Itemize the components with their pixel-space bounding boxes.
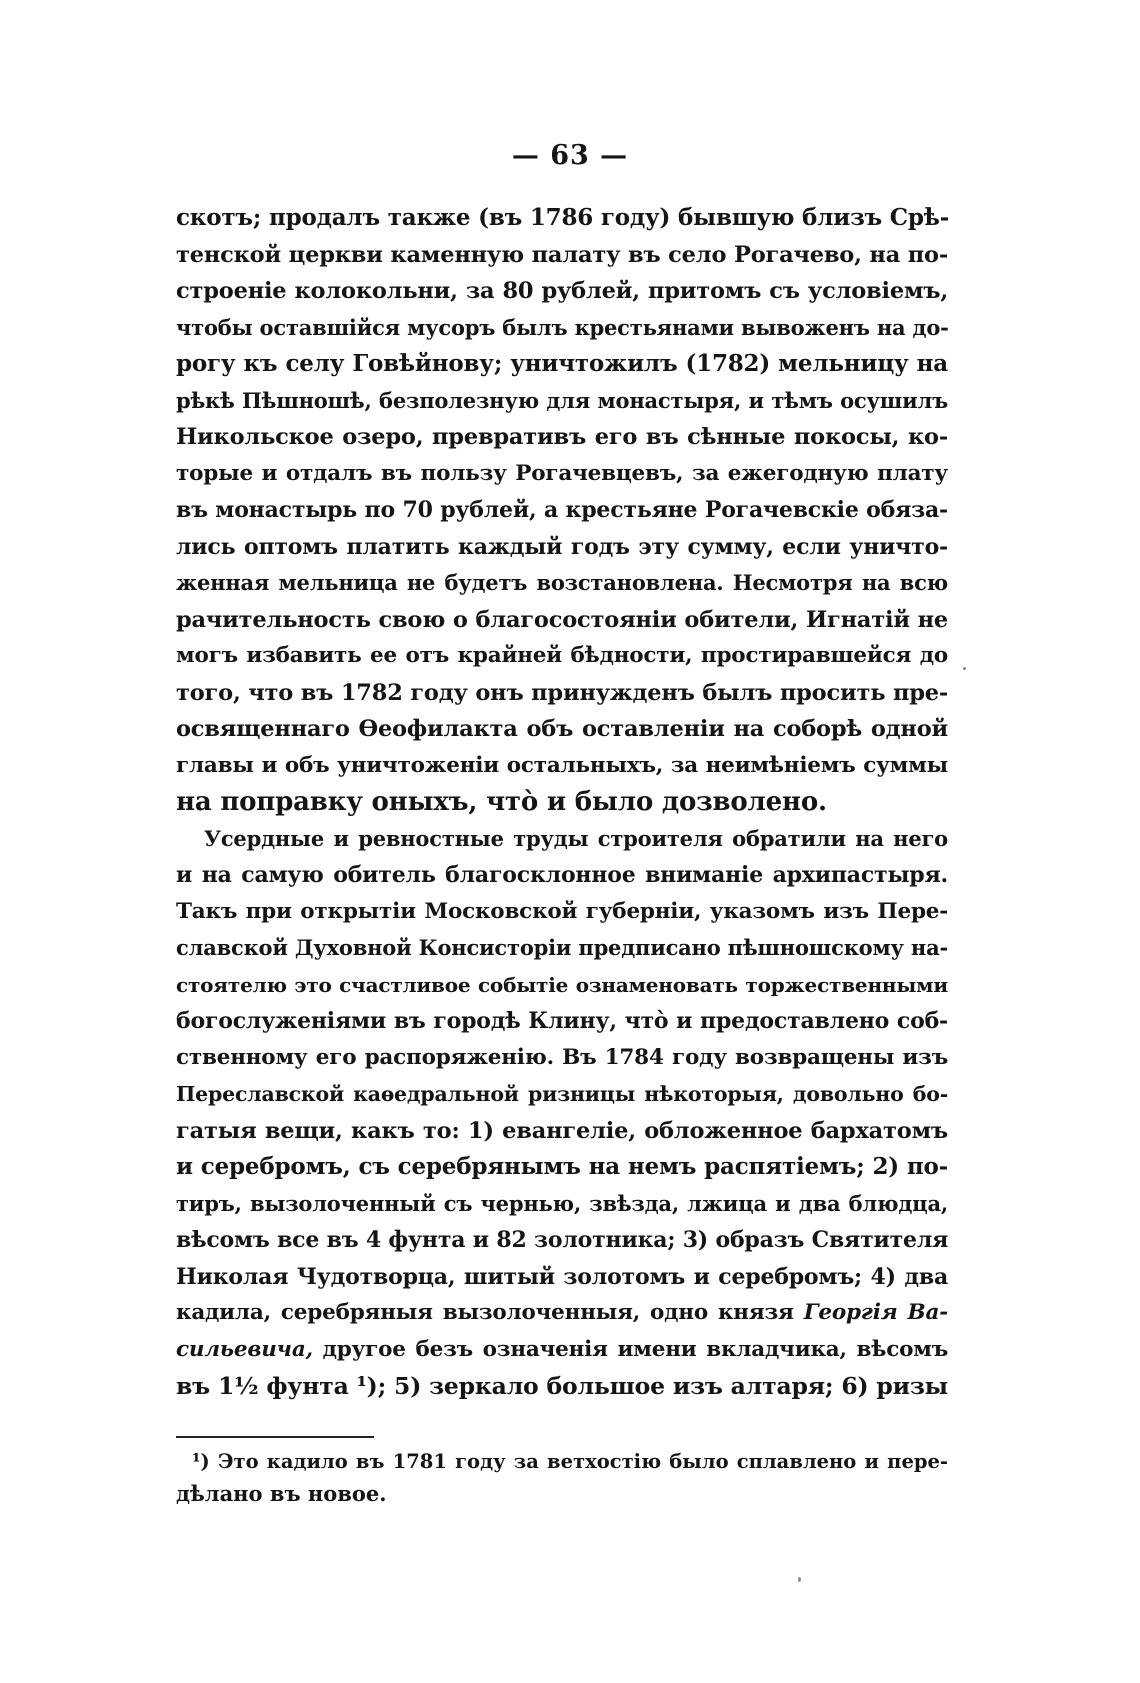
text-line: рогу къ селу Говѣйнову; уничтожилъ (1782) мельницу на — [176, 350, 948, 377]
text-line: освященнаго Ѳеофилакта объ оставленіи на соборѣ одной — [176, 716, 948, 742]
text-line: скотъ; продалъ также (въ 1786 году) бывшую близъ Срѣ- — [176, 204, 950, 231]
text-line: въ 1½ фунта ¹); 5) зеркало большое изъ алтаря; 6) ризы — [176, 1372, 948, 1400]
paper-speck — [963, 667, 966, 670]
text-line: ственному его распоряженію. Въ 1784 году возвращены изъ — [176, 1044, 948, 1070]
text-line: могъ избавить ее отъ крайней бѣдности, простиравшейся до — [176, 643, 948, 668]
text-line: тиръ, вызолоченный съ чернью, звѣзда, лжица и два блюдца, — [176, 1190, 948, 1216]
text-line: и на самую обитель благосклонное вниманіе архипастыря. — [176, 862, 948, 888]
main-text — [176, 200, 948, 1405]
italic-name: Георгія Ва- — [803, 1300, 948, 1325]
text-line — [176, 1295, 948, 1332]
text-line: Николая Чудотворца, шитый золотомъ и серебромъ; 4) два — [176, 1263, 948, 1290]
text-line: главы и объ уничтоженіи остальныхъ, за неимѣніемъ суммы — [176, 752, 948, 778]
text-line: Переславской каѳедральной ризницы нѣкоторыя, довольно бо- — [176, 1082, 948, 1106]
text-line: на поправку оныхъ, что̀ и было дозволено. — [176, 787, 827, 817]
text-line: вѣсомъ все въ 4 фунта и 82 золотника; 3) образъ Святителя — [176, 1227, 949, 1253]
text-line: стоятелю это счастливое событіе ознаменовать торжественными — [176, 972, 948, 997]
text-line: того, что въ 1782 году онъ принужденъ былъ просить пре- — [176, 679, 948, 706]
text-line: строеніе колокольни, за 80 рублей, притомъ съ условіемъ, — [176, 278, 948, 304]
text-segment: другое безъ означенія имени вкладчика, вѣсомъ — [322, 1336, 948, 1362]
text-line: рачительность свою о благосостояніи обители, Игнатій не — [176, 606, 948, 633]
text-line: торые и отдалъ въ пользу Рогачевцевъ, за ежегодную плату — [176, 460, 948, 486]
text-line: чтобы оставшійся мусоръ былъ крестьянами вывоженъ на до- — [176, 314, 949, 340]
text-line: тенской церкви каменную палату въ село Рогачево, на по- — [176, 241, 948, 268]
footnote-line: дѣлано въ новое. — [176, 1481, 387, 1506]
italic-name: сильевича, — [176, 1336, 313, 1362]
footnote-line: ¹) Это кадило въ 1781 году за ветхостію было сплавлено и пере- — [192, 1450, 948, 1473]
text-line: рѣкѣ Пѣшношѣ, безполезную для монастыря, и тѣмъ осушилъ — [176, 387, 948, 413]
text-line: гатыя вещи, какъ то: 1) евангеліе, обложенное бархатомъ — [176, 1117, 948, 1144]
text-segment: кадила, серебряныя вызолоченныя, одно князя — [176, 1300, 794, 1325]
text-line — [176, 1332, 948, 1369]
text-line: славской Духовной Консисторіи предписано пѣшношскому на- — [176, 935, 948, 960]
text-line: Такъ при открытіи Московской губерніи, указомъ изъ Пере- — [176, 898, 948, 924]
text-line: въ монастырь по 70 рублей, а крестьяне Рогачевскіе обяза- — [176, 497, 948, 523]
text-line: лись оптомъ платить каждый годъ эту сумму, если уничто- — [176, 533, 948, 560]
paper-speck — [798, 1577, 801, 1582]
footnotes — [176, 1446, 948, 1510]
text-line: и серебромъ, съ серебрянымъ на немъ распятіемъ; 2) по- — [176, 1153, 948, 1180]
text-line: Никольское озеро, превративъ его въ сѣнные покосы, ко- — [176, 424, 948, 450]
text-line: Усердные и ревностные труды строителя обратили на него — [204, 825, 948, 851]
page-number: — 63 — — [511, 140, 629, 171]
footnote-divider — [176, 1436, 374, 1438]
text-line: богослуженіями въ городѣ Клину, что̀ и предоставлено соб- — [176, 1008, 948, 1034]
text-line: женная мельница не будетъ возстановлена. Несмотря на всю — [176, 570, 948, 595]
